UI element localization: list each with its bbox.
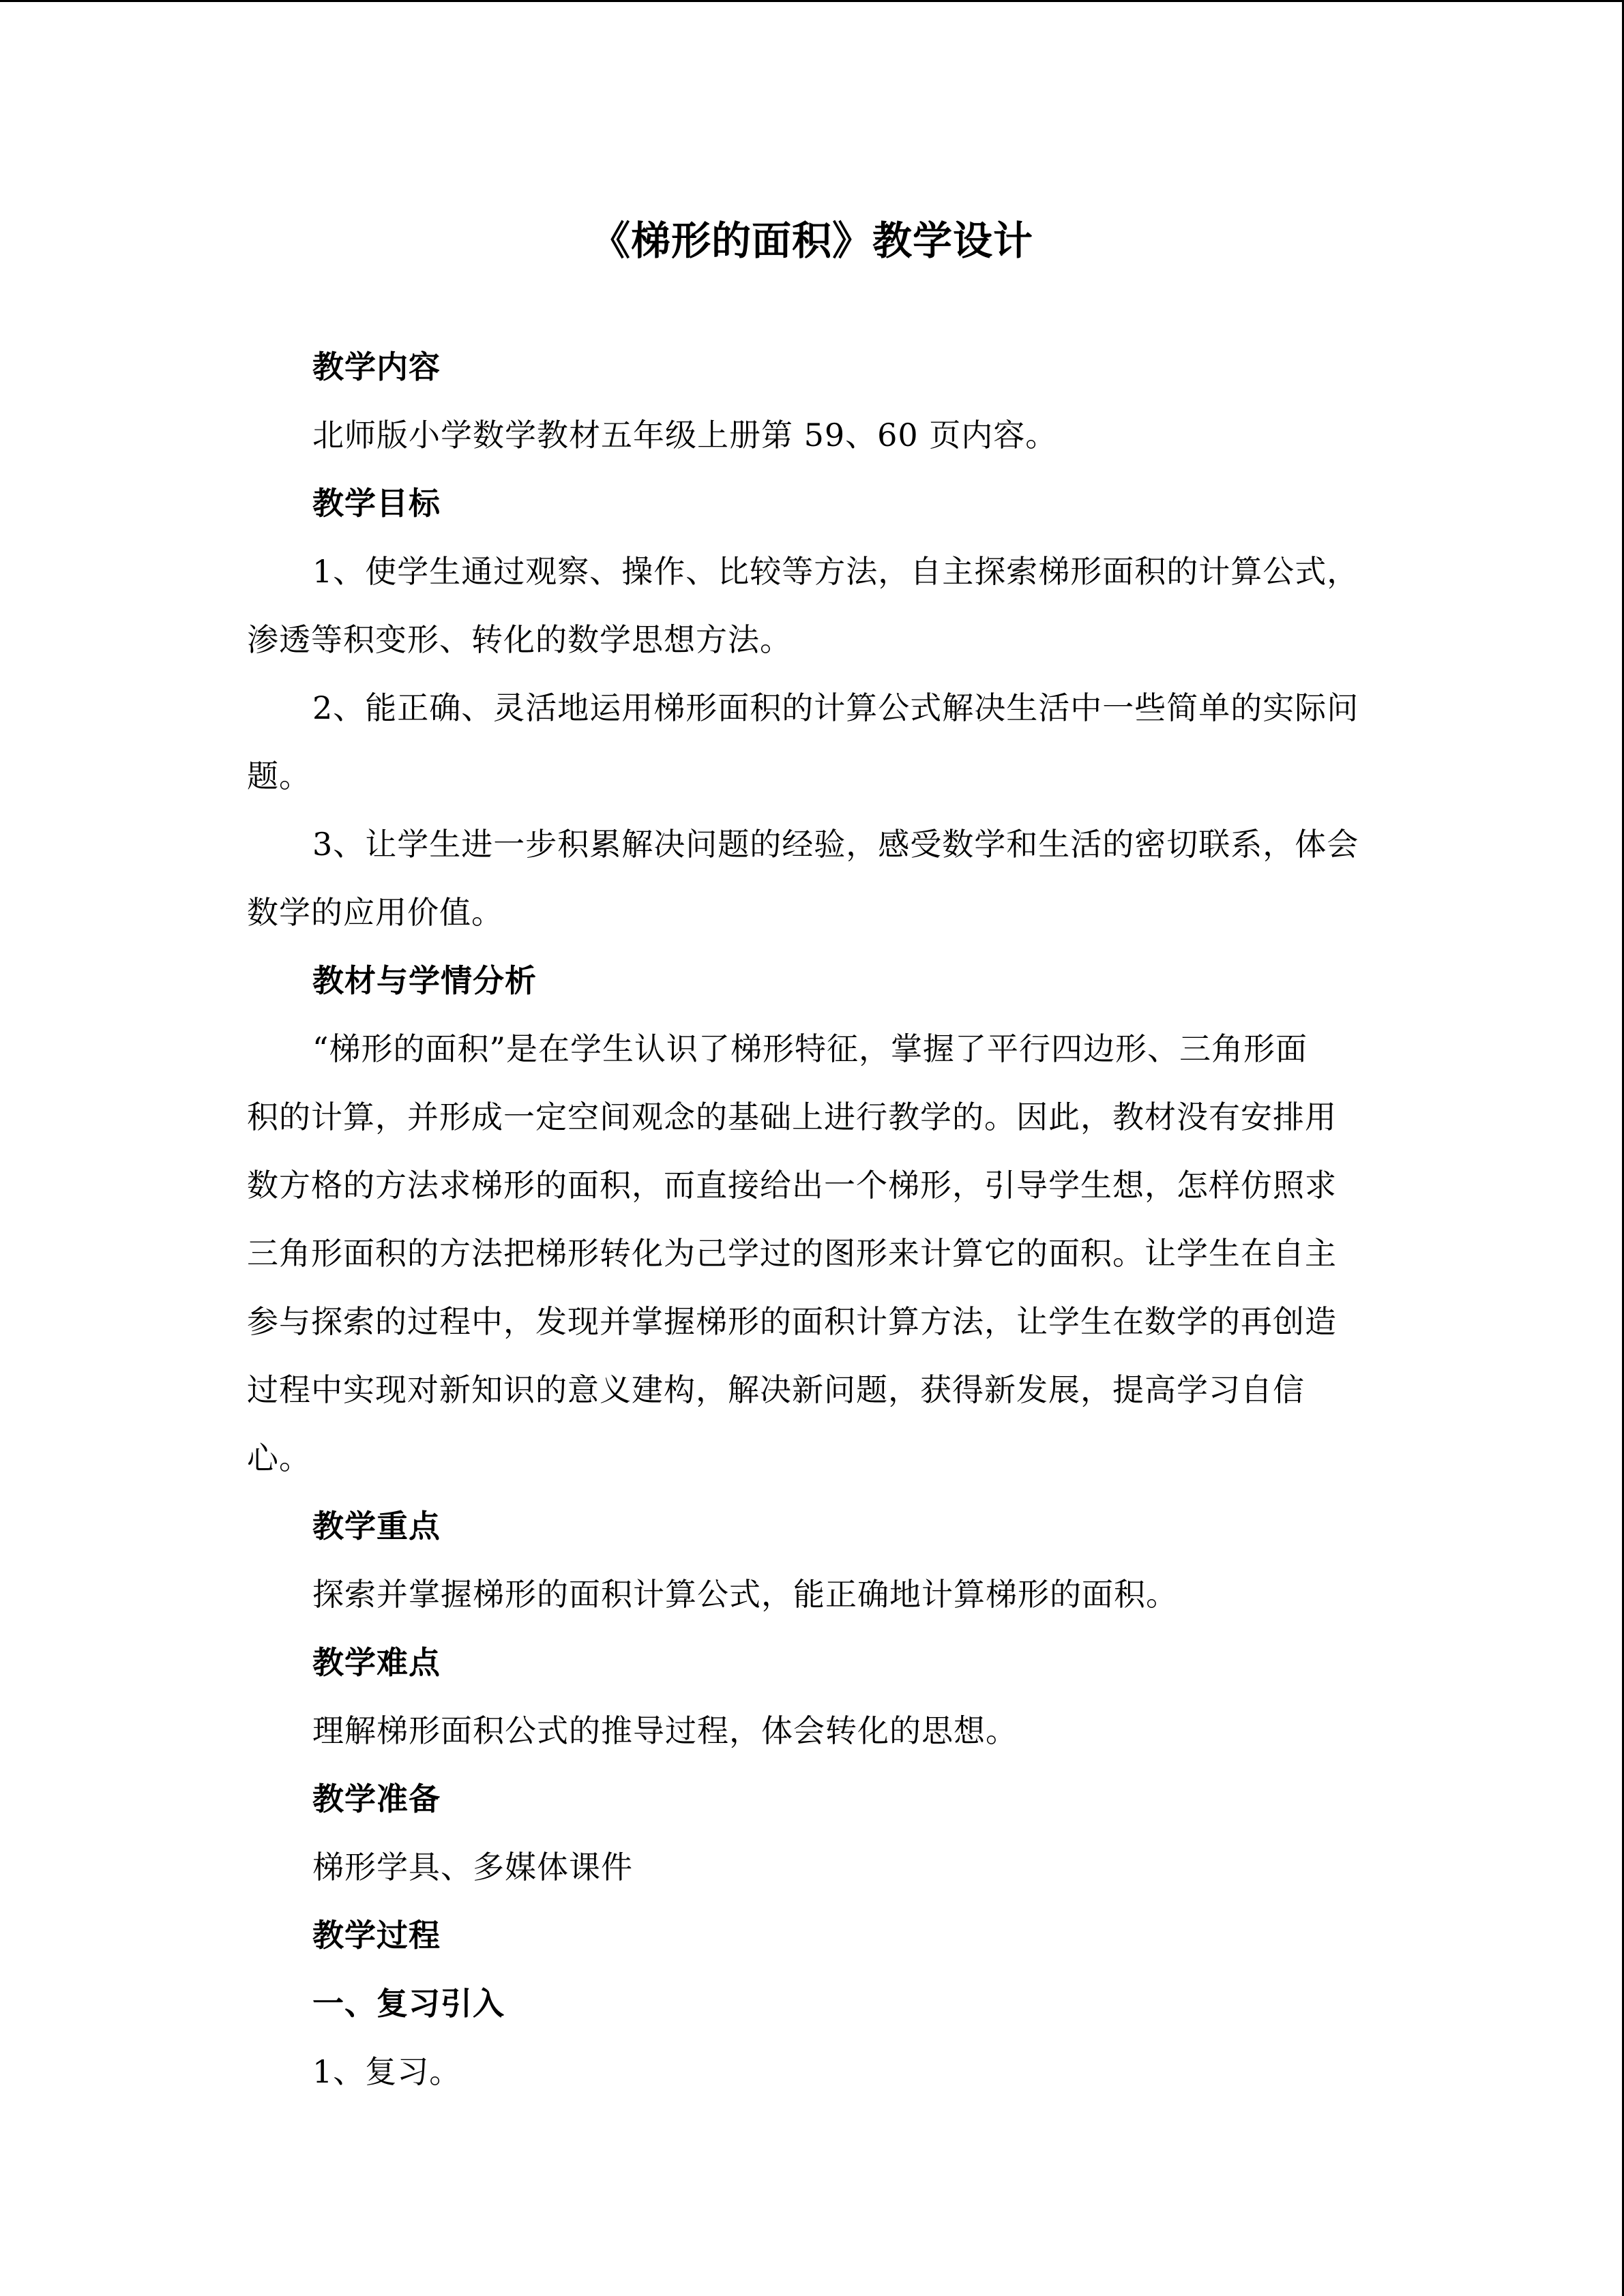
paragraph-line: 2、能正确、灵活地运用梯形面积的计算公式解决生活中一些简单的实际问 (312, 689, 1359, 726)
section-heading-preparation: 教学准备 (312, 1780, 441, 1817)
subsection-heading-review: 一、复习引入 (312, 1985, 505, 2022)
section-heading-process: 教学过程 (312, 1917, 441, 1954)
paragraph-line: 3、让学生进一步积累解决问题的经验，感受数学和生活的密切联系，体会 (312, 826, 1359, 863)
paragraph-line: 数方格的方法求梯形的面积，而直接给出一个梯形，引导学生想，怎样仿照求 (247, 1167, 1337, 1204)
section-heading-difficulties: 教学难点 (312, 1644, 441, 1681)
section-heading-content: 教学内容 (312, 348, 441, 385)
paragraph-line: “梯形的面积”是在学生认识了梯形特征，掌握了平行四边形、三角形面 (312, 1030, 1308, 1067)
paragraph-line: 三角形面积的方法把梯形转化为己学过的图形来计算它的面积。让学生在自主 (247, 1235, 1337, 1272)
paragraph-line: 积的计算，并形成一定空间观念的基础上进行教学的。因此，教材没有安排用 (247, 1099, 1337, 1135)
paragraph-line: 1、复习。 (312, 2053, 462, 2090)
paragraph-line: 数学的应用价值。 (247, 894, 503, 931)
paragraph-line: 心。 (247, 1440, 311, 1476)
section-heading-analysis: 教材与学情分析 (312, 962, 537, 999)
paragraph-line: 北师版小学数学教材五年级上册第 59、60 页内容。 (312, 417, 1058, 453)
paragraph-line: 过程中实现对新知识的意义建构，解决新问题，获得新发展，提高学习自信 (247, 1371, 1305, 1408)
section-heading-key-points: 教学重点 (312, 1508, 441, 1545)
paragraph-line: 梯形学具、多媒体课件 (312, 1849, 633, 1885)
paragraph-line: 参与探索的过程中，发现并掌握梯形的面积计算方法，让学生在数学的再创造 (247, 1303, 1337, 1340)
paragraph-line: 题。 (247, 758, 311, 794)
document-title: 《梯形的面积》教学设计 (590, 218, 1033, 264)
section-heading-goals: 教学目标 (312, 485, 441, 522)
paragraph-line: 渗透等积变形、转化的数学思想方法。 (247, 621, 792, 658)
paragraph-line: 理解梯形面积公式的推导过程，体会转化的思想。 (312, 1712, 1018, 1749)
paragraph-line: 1、使学生通过观察、操作、比较等方法，自主探索梯形面积的计算公式， (312, 553, 1359, 590)
paragraph-line: 探索并掌握梯形的面积计算公式，能正确地计算梯形的面积。 (312, 1576, 1178, 1613)
